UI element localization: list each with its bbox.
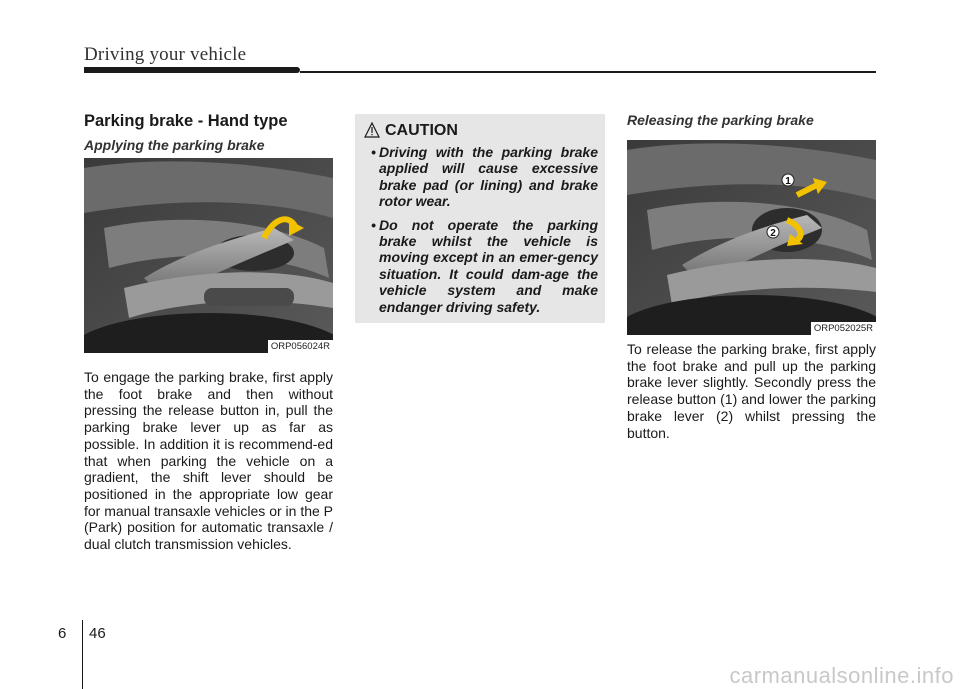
figure-applying-brake <box>84 158 333 353</box>
releasing-paragraph: To release the parking brake, first apply the foot brake and pull up the parking brake lever slightly. Secondly press the release button (1) and lower the parking brake lever (2) whilst pressing the button. <box>627 341 876 441</box>
subheading-releasing: Releasing the parking brake <box>627 112 814 128</box>
running-header: Driving your vehicle <box>84 44 247 65</box>
caution-box <box>355 114 605 323</box>
header-rule-thin <box>300 71 876 73</box>
chapter-number: 6 <box>58 625 67 642</box>
warning-triangle-icon <box>364 122 380 138</box>
parking-brake-lever-illustration <box>84 158 333 353</box>
caution-list <box>366 144 598 322</box>
subheading-applying: Applying the parking brake <box>84 137 265 153</box>
watermark: carmanualsonline.info <box>729 663 954 688</box>
page-number-divider <box>82 620 83 689</box>
caution-item: • Driving with the parking brake applied will cause excessive brake pad (or lining) and brake rotor wear. <box>371 144 598 210</box>
release-lever-illustration <box>627 140 876 335</box>
page-number: 46 <box>89 625 106 642</box>
bullet-icon: • <box>371 216 376 233</box>
figure-label: ORP052025R <box>811 322 876 335</box>
applying-paragraph: To engage the parking brake, first apply the foot brake and then without pressing the release button in, pull the parking brake lever up as far as possible. In addition it is recommend-ed that when parking the vehicle on a gradient, the shift lever should be positioned in the appropriate low gear for manual transaxle vehicles or in the P (Park) position for automatic transaxle / dual clutch transmission vehicles. <box>84 369 334 553</box>
caution-title: CAUTION <box>385 122 458 139</box>
figure-releasing-brake <box>627 140 876 335</box>
caution-item: • Do not operate the parking brake whilst the vehicle is moving except in an emer-gency situation. It could dam-age the vehicle system and make endanger driving safety. <box>371 216 598 315</box>
bullet-icon: • <box>371 144 376 160</box>
callout-2: 2 <box>770 228 776 239</box>
header-rule-thick <box>84 67 300 73</box>
callout-1: 1 <box>785 176 791 187</box>
section-heading: Parking brake - Hand type <box>84 112 288 130</box>
figure-label: ORP056024R <box>268 340 333 353</box>
